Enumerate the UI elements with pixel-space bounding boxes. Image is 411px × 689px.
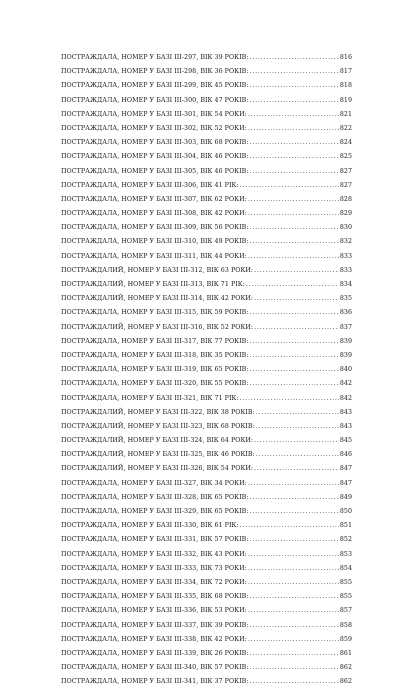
toc-entry-page-number: 827: [339, 167, 352, 175]
toc-entry-page-number: 836: [339, 309, 352, 317]
toc-entry-title: ПОСТРАЖДАЛА, НОМЕР У БАЗІ ІІІ-311, ВІК 44 РОКИ:: [61, 252, 247, 260]
toc-entry-page-number: 854: [339, 564, 352, 572]
toc-entry[interactable]: [61, 349, 352, 363]
toc-entry[interactable]: [61, 65, 352, 79]
dot-leader: [256, 420, 339, 434]
toc-entry-page-number: 851: [339, 522, 352, 530]
toc-entry-page-number: 821: [339, 110, 352, 118]
toc-entry-title: ПОСТРАЖДАЛА, НОМЕР У БАЗІ ІІІ-338, ВІК 42 РОКИ:: [61, 635, 247, 643]
toc-entry[interactable]: [61, 619, 352, 633]
toc-entry[interactable]: [61, 633, 352, 647]
toc-entry-page-number: 849: [339, 493, 352, 501]
toc-entry[interactable]: [61, 221, 352, 235]
toc-entry[interactable]: [61, 505, 352, 519]
toc-entry-page-number: 842: [339, 380, 352, 388]
toc-entry-title: ПОСТРАЖДАЛА, НОМЕР У БАЗІ ІІІ-307, ВІК 62 РОКИ:: [61, 195, 247, 203]
dot-leader: [254, 264, 339, 278]
toc-entry[interactable]: [61, 94, 352, 108]
dot-leader: [250, 505, 339, 519]
toc-entry-title: ПОСТРАЖДАЛИЙ, НОМЕР У БАЗІ ІІІ-314, ВІК 42 РОКИ:: [61, 295, 254, 303]
dot-leader: [250, 335, 339, 349]
dot-leader: [250, 165, 339, 179]
toc-entry[interactable]: [61, 448, 352, 462]
toc-entry[interactable]: [61, 363, 352, 377]
toc-entry[interactable]: [61, 491, 352, 505]
toc-entry-page-number: 825: [339, 153, 352, 161]
toc-entry[interactable]: [61, 250, 352, 264]
toc-entry-page-number: 828: [339, 195, 352, 203]
dot-leader: [250, 619, 339, 633]
dot-leader: [248, 122, 339, 136]
toc-entry-page-number: 829: [339, 210, 352, 218]
toc-entry[interactable]: [61, 179, 352, 193]
toc-entry-page-number: 843: [339, 422, 352, 430]
toc-entry[interactable]: [61, 165, 352, 179]
dot-leader: [250, 661, 339, 675]
toc-entry-title: ПОСТРАЖДАЛИЙ, НОМЕР У БАЗІ ІІІ-324, ВІК 64 РОКИ:: [61, 437, 254, 445]
dot-leader: [250, 306, 339, 320]
toc-entry-page-number: 824: [339, 139, 352, 147]
toc-entry-title: ПОСТРАЖДАЛИЙ, НОМЕР У БАЗІ ІІІ-316, ВІК 52 РОКИ:: [61, 323, 254, 331]
toc-entry[interactable]: [61, 434, 352, 448]
toc-entry-page-number: 832: [339, 238, 352, 246]
toc-entry[interactable]: [61, 207, 352, 221]
table-of-contents: [61, 51, 352, 689]
dot-leader: [250, 491, 339, 505]
toc-entry-page-number: 833: [339, 252, 352, 260]
toc-entry-title: ПОСТРАЖДАЛИЙ, НОМЕР У БАЗІ ІІІ-312, ВІК 63 РОКИ:: [61, 266, 254, 274]
toc-entry-page-number: 839: [339, 351, 352, 359]
dot-leader: [254, 434, 339, 448]
toc-entry[interactable]: [61, 406, 352, 420]
toc-entry-page-number: 837: [339, 323, 352, 331]
toc-entry[interactable]: [61, 392, 352, 406]
toc-entry-title: ПОСТРАЖДАЛИЙ, НОМЕР У БАЗІ ІІІ-325, ВІК 46 РОКІВ:: [61, 451, 255, 459]
toc-entry-page-number: 862: [339, 664, 352, 672]
toc-entry-title: ПОСТРАЖДАЛА, НОМЕР У БАЗІ ІІІ-308, ВІК 42 РОКИ:: [61, 210, 247, 218]
dot-leader: [250, 136, 339, 150]
toc-entry-title: ПОСТРАЖДАЛА, НОМЕР У БАЗІ ІІІ-328, ВІК 65 РОКІВ:: [61, 493, 249, 501]
toc-entry[interactable]: [61, 675, 352, 689]
toc-entry[interactable]: [61, 661, 352, 675]
toc-entry-page-number: 862: [339, 678, 352, 686]
toc-entry-page-number: 835: [339, 295, 352, 303]
toc-entry[interactable]: [61, 150, 352, 164]
dot-leader: [250, 647, 339, 661]
toc-entry-page-number: 852: [339, 536, 352, 544]
toc-entry[interactable]: [61, 193, 352, 207]
dot-leader: [254, 292, 339, 306]
toc-entry[interactable]: [61, 420, 352, 434]
toc-entry[interactable]: [61, 321, 352, 335]
dot-leader: [250, 65, 339, 79]
toc-entry-page-number: 843: [339, 408, 352, 416]
dot-leader: [254, 321, 339, 335]
toc-entry-title: ПОСТРАЖДАЛА, НОМЕР У БАЗІ ІІІ-330, ВІК 61 РІК:: [61, 522, 239, 530]
toc-entry-title: ПОСТРАЖДАЛА, НОМЕР У БАЗІ ІІІ-341, ВІК 37 РОКІВ:: [61, 678, 249, 686]
toc-entry-title: ПОСТРАЖДАЛА, НОМЕР У БАЗІ ІІІ-304, ВІК 46 РОКІВ:: [61, 153, 249, 161]
toc-entry-title: ПОСТРАЖДАЛИЙ, НОМЕР У БАЗІ ІІІ-313, ВІК 71 РІК:: [61, 281, 245, 288]
toc-entry[interactable]: [61, 604, 352, 618]
toc-entry[interactable]: [61, 519, 352, 533]
toc-entry-page-number: 834: [339, 281, 352, 288]
dot-leader: [250, 150, 339, 164]
toc-entry-title: ПОСТРАЖДАЛА, НОМЕР У БАЗІ ІІІ-339, ВІК 26 РОКІВ:: [61, 649, 249, 657]
dot-leader: [248, 548, 339, 562]
toc-entry-title: ПОСТРАЖДАЛА, НОМЕР У БАЗІ ІІІ-297, ВІК 39 РОКІВ:: [61, 54, 249, 61]
toc-entry[interactable]: [61, 335, 352, 349]
toc-entry-title: ПОСТРАЖДАЛИЙ, НОМЕР У БАЗІ ІІІ-326, ВІК 54 РОКИ:: [61, 465, 254, 473]
toc-entry[interactable]: [61, 377, 352, 391]
toc-entry-page-number: 827: [339, 181, 352, 189]
dot-leader: [248, 562, 339, 576]
toc-entry[interactable]: [61, 576, 352, 590]
toc-entry-page-number: 855: [339, 593, 352, 601]
toc-entry-page-number: 857: [339, 607, 352, 615]
toc-entry-title: ПОСТРАЖДАЛА, НОМЕР У БАЗІ ІІІ-306, ВІК 41 РІК:: [61, 181, 239, 189]
toc-entry-page-number: 850: [339, 508, 352, 515]
toc-entry-title: ПОСТРАЖДАЛА, НОМЕР У БАЗІ ІІІ-305, ВІК 46 РОКІВ:: [61, 167, 249, 175]
dot-leader: [250, 675, 339, 689]
toc-entry-page-number: 818: [339, 82, 352, 90]
dot-leader: [248, 604, 339, 618]
dot-leader: [250, 79, 339, 93]
toc-entry[interactable]: [61, 122, 352, 136]
dot-leader: [248, 576, 339, 590]
toc-entry-page-number: 840: [339, 366, 352, 374]
toc-entry-page-number: 817: [339, 68, 352, 76]
toc-entry-title: ПОСТРАЖДАЛА, НОМЕР У БАЗІ ІІІ-327, ВІК 34 РОКИ:: [61, 479, 247, 487]
dot-leader: [248, 207, 339, 221]
toc-entry-title: ПОСТРАЖДАЛА, НОМЕР У БАЗІ ІІІ-331, ВІК 57 РОКІВ:: [61, 536, 249, 544]
toc-entry[interactable]: [61, 235, 352, 249]
dot-leader: [250, 221, 339, 235]
dot-leader: [250, 235, 339, 249]
toc-entry-title: ПОСТРАЖДАЛА, НОМЕР У БАЗІ ІІІ-318, ВІК 35 РОКІВ:: [61, 351, 249, 359]
toc-entry[interactable]: [61, 590, 352, 604]
toc-entry-page-number: 859: [339, 635, 352, 643]
toc-entry[interactable]: [61, 548, 352, 562]
dot-leader: [254, 462, 339, 476]
toc-entry[interactable]: [61, 562, 352, 576]
toc-entry-title: ПОСТРАЖДАЛА, НОМЕР У БАЗІ ІІІ-302, ВІК 52 РОКИ:: [61, 124, 247, 132]
toc-entry-page-number: 842: [339, 394, 352, 402]
dot-leader: [256, 406, 339, 420]
toc-entry-title: ПОСТРАЖДАЛА, НОМЕР У БАЗІ ІІІ-333, ВІК 73 РОКИ:: [61, 564, 247, 572]
toc-entry-page-number: 839: [339, 337, 352, 345]
dot-leader: [256, 448, 339, 462]
toc-entry-title: ПОСТРАЖДАЛА, НОМЕР У БАЗІ ІІІ-298, ВІК 36 РОКІВ:: [61, 68, 249, 76]
toc-entry-page-number: 819: [339, 96, 352, 104]
dot-leader: [250, 590, 339, 604]
toc-entry[interactable]: [61, 264, 352, 278]
toc-entry[interactable]: [61, 292, 352, 306]
toc-entry-page-number: 845: [339, 437, 352, 445]
toc-entry-title: ПОСТРАЖДАЛА, НОМЕР У БАЗІ ІІІ-319, ВІК 65 РОКІВ:: [61, 366, 249, 374]
toc-entry-title: ПОСТРАЖДАЛА, НОМЕР У БАЗІ ІІІ-300, ВІК 47 РОКІВ:: [61, 96, 249, 104]
toc-entry-title: ПОСТРАЖДАЛИЙ, НОМЕР У БАЗІ ІІІ-322, ВІК 38 РОКІВ:: [61, 408, 255, 416]
dot-leader: [250, 363, 339, 377]
toc-entry-page-number: 833: [339, 266, 352, 274]
toc-entry[interactable]: [61, 477, 352, 491]
dot-leader: [250, 377, 339, 391]
dot-leader: [246, 278, 339, 292]
toc-entry-page-number: 830: [339, 224, 352, 232]
toc-entry-title: ПОСТРАЖДАЛА, НОМЕР У БАЗІ ІІІ-320, ВІК 55 РОКІВ:: [61, 380, 249, 388]
toc-entry[interactable]: [61, 51, 352, 65]
toc-entry-title: ПОСТРАЖДАЛА, НОМЕР У БАЗІ ІІІ-340, ВІК 57 РОКІВ:: [61, 664, 249, 672]
toc-entry[interactable]: [61, 278, 352, 292]
toc-entry[interactable]: [61, 533, 352, 547]
dot-leader: [240, 392, 339, 406]
toc-entry[interactable]: [61, 647, 352, 661]
dot-leader: [250, 533, 339, 547]
toc-entry-title: ПОСТРАЖДАЛА, НОМЕР У БАЗІ ІІІ-336, ВІК 53 РОКИ:: [61, 607, 247, 615]
dot-leader: [248, 477, 339, 491]
toc-entry-title: ПОСТРАЖДАЛА, НОМЕР У БАЗІ ІІІ-310, ВІК 49 РОКІВ:: [61, 238, 249, 246]
toc-entry-title: ПОСТРАЖДАЛА, НОМЕР У БАЗІ ІІІ-315, ВІК 59 РОКІВ:: [61, 309, 249, 317]
toc-entry-page-number: 847: [339, 465, 352, 473]
toc-entry-page-number: 855: [339, 578, 352, 586]
toc-entry-title: ПОСТРАЖДАЛИЙ, НОМЕР У БАЗІ ІІІ-323, ВІК 68 РОКІВ:: [61, 422, 255, 430]
toc-entry-title: ПОСТРАЖДАЛА, НОМЕР У БАЗІ ІІІ-321, ВІК 71 РІК:: [61, 394, 239, 402]
toc-entry-page-number: 822: [339, 124, 352, 132]
toc-entry-title: ПОСТРАЖДАЛА, НОМЕР У БАЗІ ІІІ-309, ВІК 56 РОКІВ:: [61, 224, 249, 232]
dot-leader: [248, 250, 339, 264]
toc-entry[interactable]: [61, 136, 352, 150]
dot-leader: [250, 51, 339, 65]
dot-leader: [240, 179, 339, 193]
dot-leader: [248, 108, 339, 122]
dot-leader: [240, 519, 339, 533]
toc-entry-title: ПОСТРАЖДАЛА, НОМЕР У БАЗІ ІІІ-303, ВІК 68 РОКІВ:: [61, 139, 249, 147]
dot-leader: [250, 94, 339, 108]
toc-entry[interactable]: [61, 306, 352, 320]
dot-leader: [248, 633, 339, 647]
toc-entry-page-number: 858: [339, 621, 352, 629]
dot-leader: [250, 349, 339, 363]
toc-entry[interactable]: [61, 79, 352, 93]
toc-entry-page-number: 847: [339, 479, 352, 487]
toc-entry-title: ПОСТРАЖДАЛА, НОМЕР У БАЗІ ІІІ-332, ВІК 43 РОКИ:: [61, 550, 247, 558]
toc-entry-title: ПОСТРАЖДАЛА, НОМЕР У БАЗІ ІІІ-329, ВІК 65 РОКІВ:: [61, 508, 249, 515]
toc-entry-page-number: 816: [339, 54, 352, 61]
toc-entry-title: ПОСТРАЖДАЛА, НОМЕР У БАЗІ ІІІ-317, ВІК 77 РОКІВ:: [61, 337, 249, 345]
toc-entry-page-number: 846: [339, 451, 352, 459]
toc-entry-title: ПОСТРАЖДАЛА, НОМЕР У БАЗІ ІІІ-301, ВІК 54 РОКИ:: [61, 110, 247, 118]
toc-entry[interactable]: [61, 462, 352, 476]
toc-entry[interactable]: [61, 108, 352, 122]
toc-entry-title: ПОСТРАЖДАЛА, НОМЕР У БАЗІ ІІІ-334, ВІК 72 РОКИ:: [61, 578, 247, 586]
toc-entry-page-number: 853: [339, 550, 352, 558]
dot-leader: [248, 193, 339, 207]
toc-entry-title: ПОСТРАЖДАЛА, НОМЕР У БАЗІ ІІІ-335, ВІК 68 РОКІВ:: [61, 593, 249, 601]
toc-entry-title: ПОСТРАЖДАЛА, НОМЕР У БАЗІ ІІІ-299, ВІК 45 РОКІВ:: [61, 82, 249, 90]
toc-entry-title: ПОСТРАЖДАЛА, НОМЕР У БАЗІ ІІІ-337, ВІК 39 РОКІВ:: [61, 621, 249, 629]
toc-entry-page-number: 861: [339, 649, 352, 657]
